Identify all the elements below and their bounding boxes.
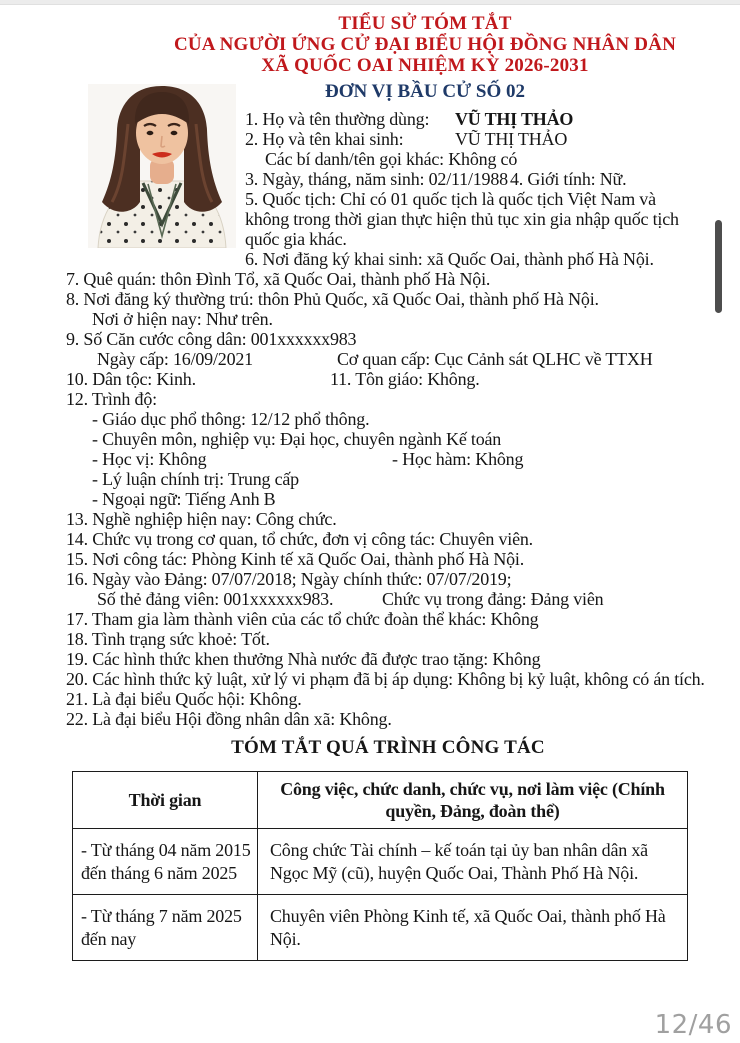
item-10: 10. Dân tộc: Kinh. <box>66 369 196 389</box>
item-17: 17. Tham gia làm thành viên của các tổ chức đoàn thể khác: Không <box>66 609 539 629</box>
row-2-job: Chuyên viên Phòng Kinh tế, xã Quốc Oai, thành phố Hà Nội. <box>258 895 688 961</box>
table-row <box>73 895 688 961</box>
item-14: 14. Chức vụ trong cơ quan, tổ chức, đơn vị công tác: Chuyên viên. <box>66 529 533 549</box>
item-1-value: VŨ THỊ THẢO <box>455 109 574 129</box>
row-2-time: - Từ tháng 7 năm 2025 đến nay <box>73 895 258 961</box>
item-12-academic-title: - Học hàm: Không <box>392 449 524 469</box>
item-6: 6. Nơi đăng ký khai sinh: xã Quốc Oai, thành phố Hà Nội. <box>245 249 654 269</box>
item-1-label: 1. Họ và tên thường dùng: <box>245 109 430 129</box>
item-3: 3. Ngày, tháng, năm sinh: 02/11/1988 <box>245 169 508 189</box>
scrollbar-thumb[interactable] <box>715 220 722 313</box>
item-1 <box>245 109 700 129</box>
item-12: 12. Trình độ: <box>66 389 157 409</box>
item-16-card-number: Số thẻ đảng viên: 001xxxxxx983. <box>97 589 334 609</box>
row-1-job: Công chức Tài chính – kế toán tại ủy ban nhân dân xã Ngọc Mỹ (cũ), huyện Quốc Oai, Thành Phố Hà Nội. <box>258 829 688 895</box>
items-full-width <box>66 269 710 961</box>
item-3-4 <box>245 169 700 189</box>
item-7: 7. Quê quán: thôn Đình Tổ, xã Quốc Oai, thành phố Hà Nội. <box>66 269 491 289</box>
table-row <box>73 829 688 895</box>
item-9: 9. Số Căn cước công dân: 001xxxxxx983 <box>66 329 357 349</box>
item-9-issue <box>66 349 710 369</box>
candidate-photo-graphic <box>88 84 236 248</box>
item-9-issuer: Cơ quan cấp: Cục Cảnh sát QLHC về TTXH <box>337 349 653 369</box>
item-2-label: 2. Họ và tên khai sinh: <box>245 129 404 149</box>
row-1-time: - Từ tháng 04 năm 2015 đến tháng 6 năm 2025 <box>73 829 258 895</box>
item-12-language: - Ngoại ngữ: Tiếng Anh B <box>92 489 276 509</box>
item-12-education: - Giáo dục phổ thông: 12/12 phổ thông. <box>92 409 370 429</box>
table-header-row <box>73 772 688 829</box>
item-22: 22. Là đại biểu Hội đồng nhân dân xã: Không. <box>66 709 392 729</box>
item-16-card <box>66 589 710 609</box>
work-history-table <box>72 771 688 961</box>
candidate-photo <box>88 84 236 248</box>
item-2-alias: Các bí danh/tên gọi khác: Không có <box>265 149 518 169</box>
items-beside-photo <box>245 109 700 269</box>
doc-title-line1: TIỂU SỬ TÓM TẮT <box>338 13 512 34</box>
item-15: 15. Nơi công tác: Phòng Kinh tế xã Quốc Oai, thành phố Hà Nội. <box>66 549 525 569</box>
column-header-job: Công việc, chức danh, chức vụ, nơi làm việc (Chính quyền, Đảng, đoàn thể) <box>258 772 688 829</box>
item-18: 18. Tình trạng sức khoẻ: Tốt. <box>66 629 270 649</box>
item-12-degree: - Học vị: Không <box>92 449 207 469</box>
doc-title-line2: CỦA NGƯỜI ỨNG CỬ ĐẠI BIỂU HỘI ĐỒNG NHÂN DÂN <box>173 34 677 55</box>
work-history-heading: TÓM TẮT QUÁ TRÌNH CÔNG TÁC <box>231 737 545 758</box>
item-8: 8. Nơi đăng ký thường trú: thôn Phủ Quốc, xã Quốc Oai, thành phố Hà Nội. <box>66 289 599 309</box>
election-unit-line: ĐƠN VỊ BẦU CỬ SỐ 02 <box>324 81 526 102</box>
item-16: 16. Ngày vào Đảng: 07/07/2018; Ngày chính thức: 07/07/2019; <box>66 569 512 589</box>
item-16-party-role: Chức vụ trong đảng: Đảng viên <box>382 589 604 609</box>
column-header-time: Thời gian <box>73 772 258 829</box>
item-10-11 <box>66 369 710 389</box>
item-9-date: Ngày cấp: 16/09/2021 <box>97 349 253 369</box>
item-13: 13. Nghề nghiệp hiện nay: Công chức. <box>66 509 337 529</box>
item-19: 19. Các hình thức khen thưởng Nhà nước đã được trao tặng: Không <box>66 649 541 669</box>
item-2 <box>245 129 700 149</box>
item-12-degree-title <box>66 449 710 469</box>
item-5: 5. Quốc tịch: Chỉ có 01 quốc tịch là quốc tịch Việt Nam và không trong thời gian thực hiện thủ tục xin gia nhập quốc tịch quốc gia khác. <box>245 189 679 249</box>
item-11: 11. Tôn giáo: Không. <box>330 369 480 389</box>
item-21: 21. Là đại biểu Quốc hội: Không. <box>66 689 302 709</box>
item-12-profession: - Chuyên môn, nghiệp vụ: Đại học, chuyên ngành Kế toán <box>92 429 502 449</box>
item-12-politics: - Lý luận chính trị: Trung cấp <box>92 469 299 489</box>
doc-title-line3: XÃ QUỐC OAI NHIỆM KỲ 2026-2031 <box>261 55 589 76</box>
item-20: 20. Các hình thức kỷ luật, xử lý vi phạm đã bị áp dụng: Không bị kỷ luật, không có án tích. <box>66 669 705 689</box>
page-indicator: 12/46 <box>654 1010 732 1040</box>
item-2-value: VŨ THỊ THẢO <box>455 129 568 149</box>
item-8-current: Nơi ở hiện nay: Như trên. <box>92 309 273 329</box>
item-4: 4. Giới tính: Nữ. <box>510 169 627 189</box>
